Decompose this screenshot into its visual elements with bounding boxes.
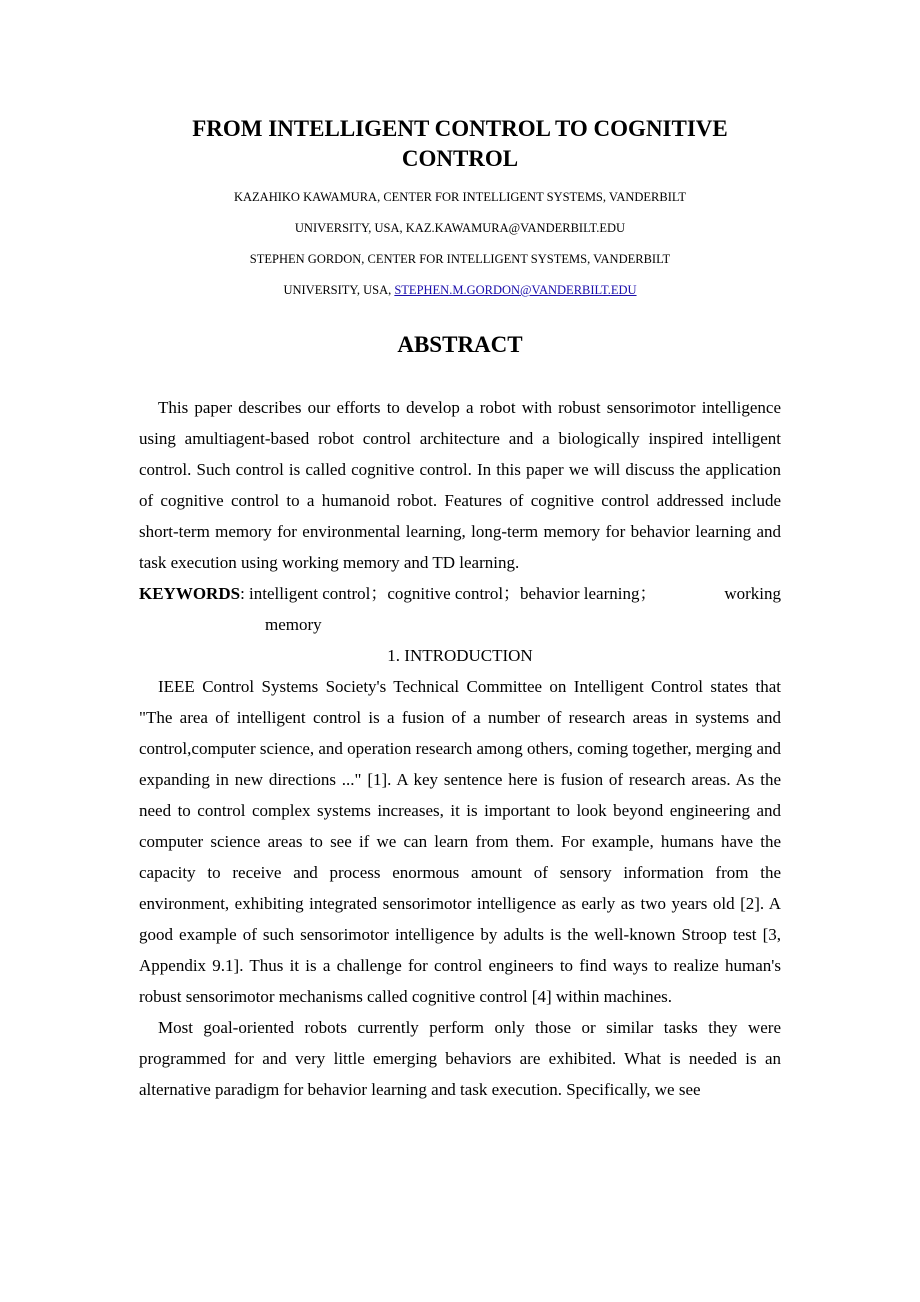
author-line-2: UNIVERSITY, USA, KAZ.KAWAMURA@VANDERBILT.EDU [294,221,626,235]
keywords-line-1 [139,578,781,609]
author-line-4-prefix: UNIVERSITY, USA, [283,283,395,297]
abstract-heading: ABSTRACT [397,332,523,357]
author-email-link[interactable]: STEPHEN.M.GORDON@VANDERBILT.EDU [394,283,637,297]
keywords-label: KEYWORDS [139,584,241,603]
author-block [139,182,781,306]
keywords-line-2: memory [265,615,322,634]
intro-paragraph-2: Most goal-oriented robots currently perform only those or similar tasks they were programmed for and very little emerging behaviors are exhibited. What is needed is an alternative paradigm for behavior learning and task execution. Specifically, we see [139,1018,781,1099]
intro-paragraph-1: IEEE Control Systems Society's Technical Committee on Intelligent Control states that "The area of intelligent control is a fusion of a number of research areas in systems and control,computer science, and operation research among others, coming together, merging and expanding in new directions ..." [1]. A key sentence here is fusion of research areas. As the need to control complex systems increases, it is important to look beyond engineering and computer science areas to see if we can learn from them. For example, humans have the capacity to receive and process enormous amount of sensory information from the environment, exhibiting integrated sensorimotor intelligence as early as two years old [2]. A good example of such sensorimotor intelligence by adults is the well-known Stroop test [3, Appendix 9.1]. Thus it is a challenge for control engineers to find ways to realize human's robust sensorimotor mechanisms called cognitive control [4] within machines. [139,677,781,1006]
keywords-last-word: working [724,584,781,603]
title-line-1: FROM INTELLIGENT CONTROL TO COGNITIVE [192,116,728,141]
author-line-4 [139,275,781,306]
paper-page [139,114,781,1105]
author-line-1: KAZAHIKO KAWAMURA, CENTER FOR INTELLIGENT SYSTEMS, VANDERBILT [233,190,686,204]
keywords-block [139,578,781,640]
section-heading-introduction: 1. INTRODUCTION [387,646,533,665]
paper-title [150,114,770,174]
title-line-2: CONTROL [401,146,519,171]
abstract-text: This paper describes our efforts to develop a robot with robust sensorimotor intelligence using amultiagent-based robot control architecture and a biologically inspired intelligent control. Such control is called cognitive control. In this paper we will discuss the application of cognitive control to a humanoid robot. Features of cognitive control addressed include short-term memory for environmental learning, long-term memory for behavior learning and task execution using working memory and TD learning. [139,398,781,572]
keywords-list: : intelligent control；cognitive control；behavior learning； [240,584,657,603]
author-line-3: STEPHEN GORDON, CENTER FOR INTELLIGENT SYSTEMS, VANDERBILT [249,252,671,266]
